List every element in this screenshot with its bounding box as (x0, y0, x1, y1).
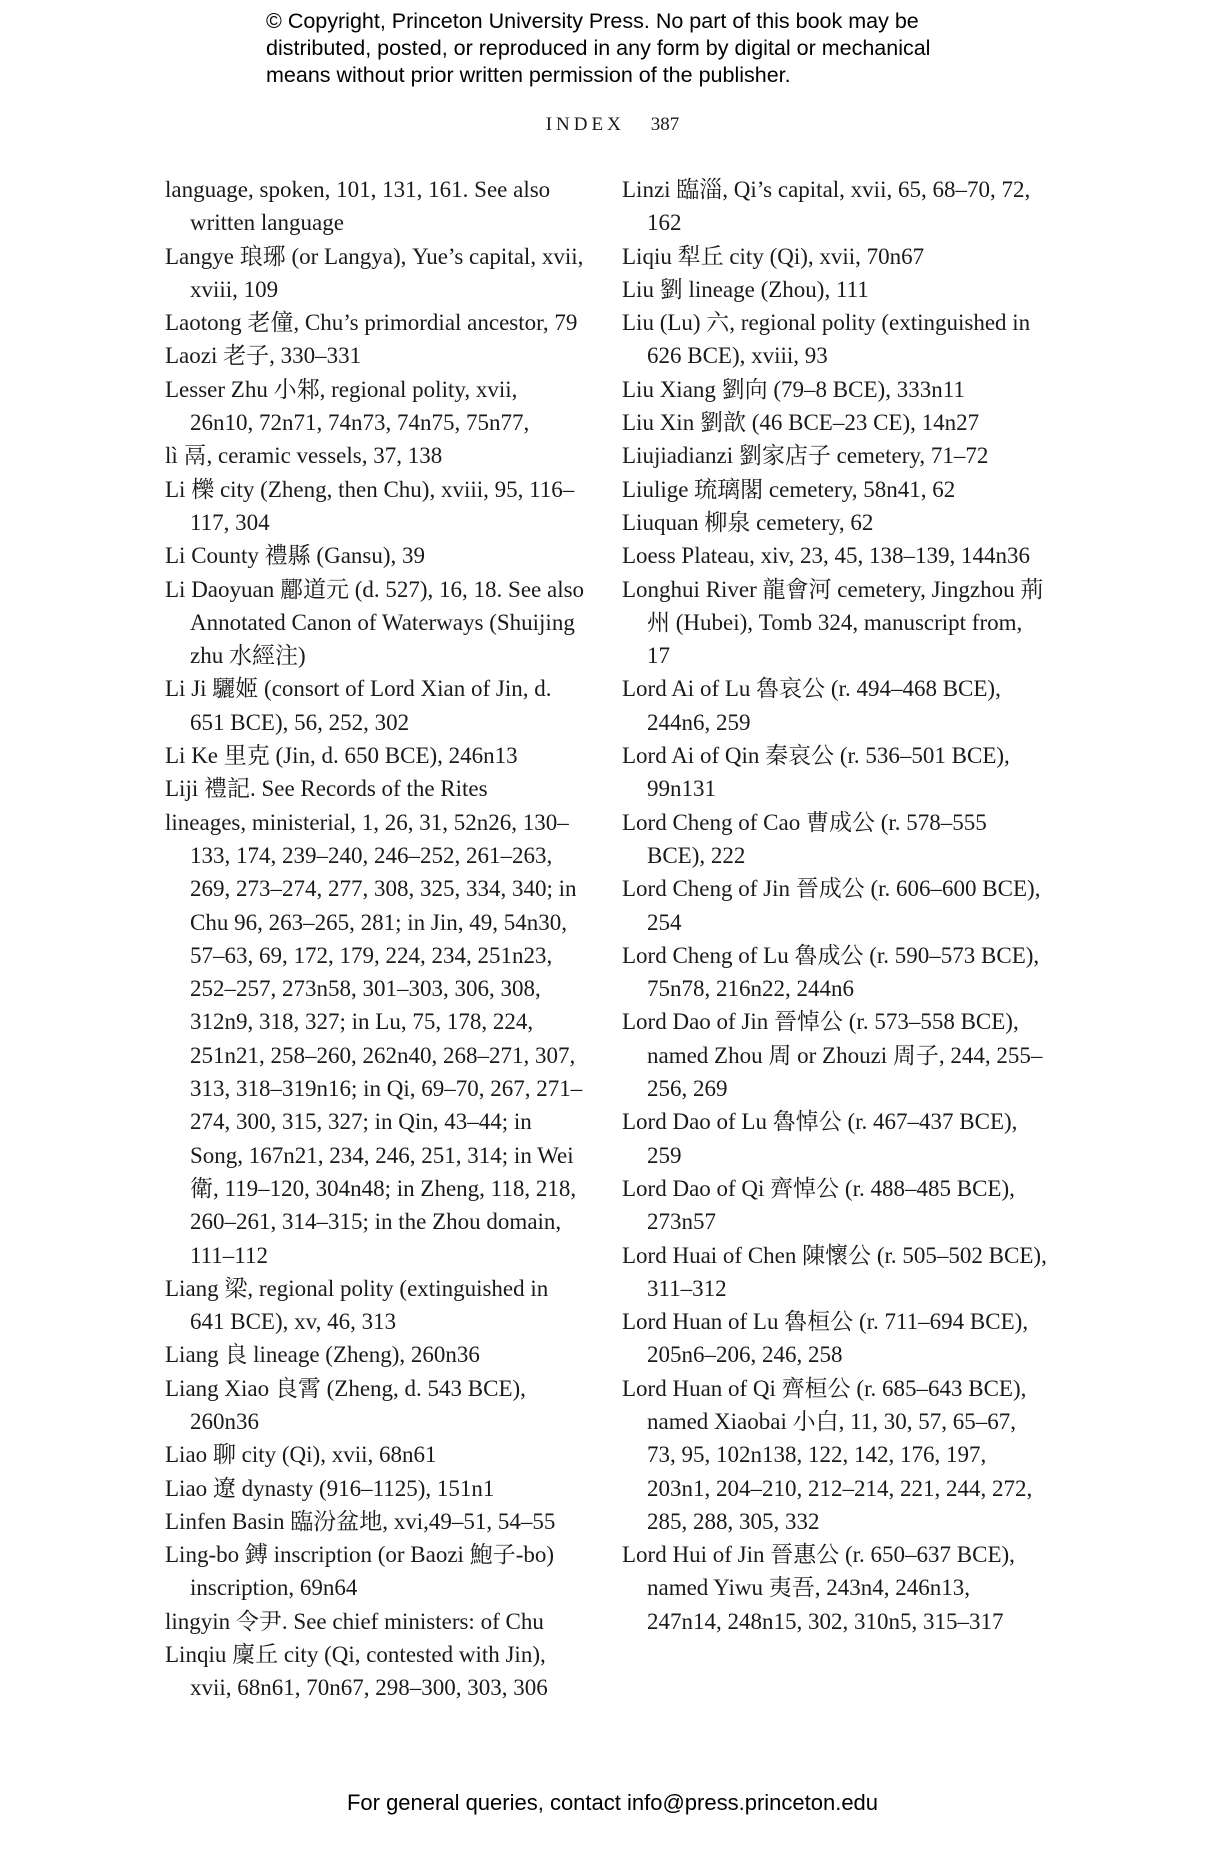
index-entry: lineages, ministerial, 1, 26, 31, 52n26, 130–133, 174, 239–240, 246–252, 261–263, 269, 273–274, 277, 308, 325, 334, 340; in Chu 96, 263–265, 281; in Jin, 49, 54n30, 57–63, 69, 172, 179, 224, 234, 251n23, 252–257, 273n58, 301–303, 306, 308, 312n9, 318, 327; in Lu, 75, 178, 224, 251n21, 258–260, 262n40, 268–271, 307, 313, 318–319n16; in Qi, 69–70, 267, 271–274, 300, 315, 327; in Qin, 43–44; in Song, 167n21, 234, 246, 251, 314; in Wei 衛, 119–120, 304n48; in Zheng, 118, 218, 260–261, 314–315; in the Zhou domain, 111–112 (165, 809, 583, 1268)
index-entry: Lord Dao of Lu 魯悼公 (r. 467–437 BCE), 259 (622, 1109, 1018, 1168)
index-entry: Liang 良 lineage (Zheng), 260n36 (165, 1342, 480, 1368)
index-entry: Linzi 臨淄, Qi’s capital, xvii, 65, 68–70, 72, 162 (622, 177, 1031, 236)
index-entry: Liu Xin 劉歆 (46 BCE–23 CE), 14n27 (622, 410, 980, 436)
index-column-right (622, 173, 1047, 1638)
index-entry: Liu 劉 lineage (Zhou), 111 (622, 276, 869, 302)
index-entry: Liujiadianzi 劉家店子 cemetery, 71–72 (622, 443, 989, 469)
index-entry: Li Ji 驪姬 (consort of Lord Xian of Jin, d. 651 BCE), 56, 252, 302 (165, 676, 552, 735)
index-entry: Li Ke 里克 (Jin, d. 650 BCE), 246n13 (165, 743, 518, 769)
index-entry: Lord Cheng of Lu 魯成公 (r. 590–573 BCE), 75n78, 216n22, 244n6 (622, 942, 1040, 1002)
index-entry: Langye 琅琊 (or Langya), Yue’s capital, xvii, xviii, 109 (165, 243, 584, 302)
copyright-notice: © Copyright, Princeton University Press. No part of this book may be distributed, posted, or reproduced in any form by digital or mechanical means without prior written permission of the publisher. (266, 9, 931, 87)
index-entry: Li Daoyuan 酈道元 (d. 527), 16, 18. See also Annotated Canon of Waterways (Shuijing zhu 水經注) (165, 576, 585, 669)
index-entry: Li County 禮縣 (Gansu), 39 (165, 543, 426, 569)
index-entry: Lord Ai of Lu 魯哀公 (r. 494–468 BCE), 244n6, 259 (622, 676, 1001, 735)
index-entry: Liao 聊 city (Qi), xvii, 68n61 (165, 1442, 437, 1468)
running-head-label: INDEX (545, 114, 625, 135)
footer-contact: For general queries, contact info@press.princeton.edu (346, 1790, 879, 1815)
index-entry: Liji 禮記. See Records of the Rites (165, 776, 488, 802)
page-number: 387 (650, 114, 680, 135)
index-column-left (165, 173, 585, 1705)
index-entry: Lord Huan of Lu 魯桓公 (r. 711–694 BCE), 205n6–206, 246, 258 (622, 1309, 1029, 1368)
index-entry: Liu Xiang 劉向 (79–8 BCE), 333n11 (622, 376, 965, 402)
index-entry: lì 鬲, ceramic vessels, 37, 138 (165, 443, 443, 469)
index-entry: Lord Dao of Qi 齊悼公 (r. 488–485 BCE), 273n57 (622, 1175, 1015, 1235)
index-entry: language, spoken, 101, 131, 161. See also written language (165, 177, 551, 236)
index-entry: Linqiu 廩丘 city (Qi, contested with Jin), xvii, 68n61, 70n67, 298–300, 303, 306 (165, 1642, 548, 1701)
index-entry: Liuquan 柳泉 cemetery, 62 (622, 509, 874, 535)
index-entry: Li 櫟 city (Zheng, then Chu), xviii, 95, 116–117, 304 (165, 476, 575, 535)
index-entry: Liang Xiao 良霄 (Zheng, d. 543 BCE), 260n36 (165, 1375, 526, 1434)
index-entry: Laozi 老子, 330–331 (165, 343, 362, 369)
index-entry: Longhui River 龍會河 cemetery, Jingzhou 荊州 (Hubei), Tomb 324, manuscript from, 17 (622, 576, 1044, 669)
index-entry: Laotong 老僮, Chu’s primordial ancestor, 79 (165, 310, 578, 336)
index-entry: Lord Dao of Jin 晉悼公 (r. 573–558 BCE), named Zhou 周 or Zhouzi 周子, 244, 255–256, 269 (622, 1009, 1043, 1102)
index-entry: Loess Plateau, xiv, 23, 45, 138–139, 144n36 (622, 543, 1031, 569)
index-entry: lingyin 令尹. See chief ministers: of Chu (165, 1608, 544, 1634)
index-entry: Lord Ai of Qin 秦哀公 (r. 536–501 BCE), 99n131 (622, 743, 1010, 802)
index-entry: Lord Huan of Qi 齊桓公 (r. 685–643 BCE), named Xiaobai 小白, 11, 30, 57, 65–67, 73, 95, 102n138, 122, 142, 176, 197, 203n1, 204–210, 212–214, 221, 244, 272, 285, 288, 305, 332 (622, 1375, 1033, 1534)
index-entry: Lord Huai of Chen 陳懷公 (r. 505–502 BCE), 311–312 (622, 1242, 1047, 1301)
index-entry: Lesser Zhu 小邾, regional polity, xvii, 26n10, 72n71, 74n73, 74n75, 75n77, (165, 376, 530, 436)
index-entry: Lord Cheng of Jin 晉成公 (r. 606–600 BCE), 254 (622, 876, 1041, 935)
index-entry: Linfen Basin 臨汾盆地, xvi,49–51, 54–55 (165, 1508, 556, 1534)
index-entry: Liqiu 犁丘 city (Qi), xvii, 70n67 (622, 243, 925, 269)
index-entry: Liu (Lu) 六, regional polity (extinguished in 626 BCE), xviii, 93 (622, 310, 1031, 369)
running-head (0, 114, 1225, 136)
index-entry: Lord Hui of Jin 晉惠公 (r. 650–637 BCE), named Yiwu 夷吾, 243n4, 246n13, 247n14, 248n15, 302, 310n5, 315–317 (622, 1542, 1015, 1634)
index-entry: Liang 梁, regional polity (extinguished in 641 BCE), xv, 46, 313 (165, 1275, 549, 1335)
index-entry: Lord Cheng of Cao 曹成公 (r. 578–555 BCE), 222 (622, 809, 987, 868)
index-entry: Liulige 琉璃閣 cemetery, 58n41, 62 (622, 476, 956, 502)
index-entry: Ling-bo 鎛 inscription (or Baozi 鮑子-bo) inscription, 69n64 (165, 1542, 555, 1601)
index-entry: Liao 遼 dynasty (916–1125), 151n1 (165, 1475, 495, 1501)
